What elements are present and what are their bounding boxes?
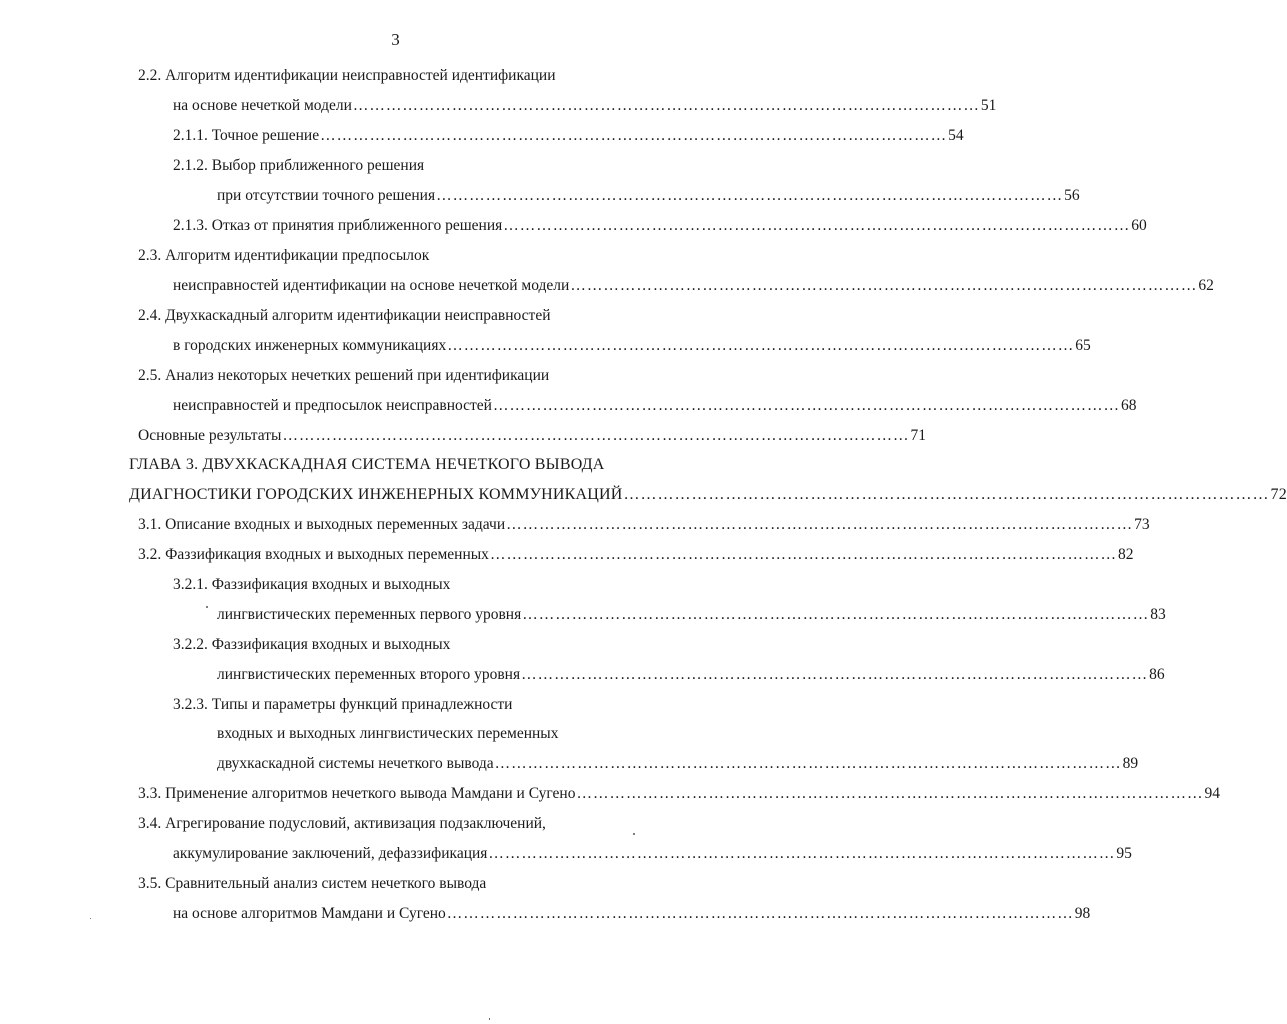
toc-entry-2-1-2-title: 2.1.2. Выбор приближенного решения xyxy=(173,157,425,174)
leader-dots: …………………………………………………………………………………………………… xyxy=(623,486,1270,503)
toc-page-number: 94 xyxy=(1204,785,1220,802)
toc-page-number: 73 xyxy=(1134,516,1150,533)
toc-entry-3-4-title: 3.4. Агрегирование подусловий, активизация подзаключений, xyxy=(138,815,546,832)
toc-entry-3-2-2[interactable] xyxy=(217,665,1165,685)
toc-entry-3-2-1[interactable] xyxy=(217,605,1166,625)
scan-speck xyxy=(633,833,635,835)
leader-dots: …………………………………………………………………………………………………… xyxy=(503,217,1131,234)
toc-entry-3-1[interactable] xyxy=(138,515,1150,535)
toc-label: неисправностей идентификации на основе нечеткой модели xyxy=(173,277,570,294)
toc-page-number: 60 xyxy=(1131,217,1147,234)
toc-page-number: 54 xyxy=(948,127,964,144)
leader-dots: …………………………………………………………………………………………………… xyxy=(521,666,1149,683)
leader-dots: …………………………………………………………………………………………………… xyxy=(320,127,948,144)
toc-page-number: 89 xyxy=(1122,755,1139,772)
toc-entry-2-2-title: 2.2. Алгоритм идентификации неисправностей идентификации xyxy=(138,67,556,84)
leader-dots: …………………………………………………………………………………………………… xyxy=(570,277,1198,294)
leader-dots: …………………………………………………………………………………………………… xyxy=(576,785,1204,802)
toc-label: в городских инженерных коммуникациях xyxy=(173,337,447,354)
toc-label: Основные результаты xyxy=(138,427,282,444)
toc-entry-2-3-title: 2.3. Алгоритм идентификации предпосылок xyxy=(138,247,430,264)
toc-entry-3-2-3-title: 3.2.3. Типы и параметры функций принадлежности xyxy=(173,696,513,713)
toc-page-number: 51 xyxy=(980,97,997,114)
toc-page-number: 98 xyxy=(1074,905,1091,922)
toc-page-number: 65 xyxy=(1075,337,1091,354)
toc-page-number: 62 xyxy=(1198,277,1214,294)
toc-label: двухкаскадной системы нечеткого вывода xyxy=(217,755,494,772)
scan-speck xyxy=(489,1018,490,1020)
toc-entry-3-5[interactable] xyxy=(173,904,1091,924)
toc-label: на основе алгоритмов Мамдани и Сугено xyxy=(173,905,446,922)
leader-dots: …………………………………………………………………………………………………… xyxy=(436,187,1064,204)
leader-dots: …………………………………………………………………………………………………… xyxy=(494,755,1122,772)
toc-entry-2-2[interactable] xyxy=(173,96,997,116)
leader-dots: …………………………………………………………………………………………………… xyxy=(492,397,1120,414)
toc-page-number: 86 xyxy=(1149,666,1165,683)
toc-entry-2-1-1[interactable] xyxy=(173,126,964,146)
toc-entry-3-3[interactable] xyxy=(138,784,1220,804)
toc-page-number: 83 xyxy=(1150,606,1166,623)
leader-dots: …………………………………………………………………………………………………… xyxy=(352,97,980,114)
leader-dots: …………………………………………………………………………………………………… xyxy=(282,427,910,444)
leader-dots: …………………………………………………………………………………………………… xyxy=(489,546,1117,563)
toc-label: 2.1.3. Отказ от принятия приближенного решения xyxy=(173,217,503,234)
toc-chapter-3-title: ГЛАВА 3. ДВУХКАСКАДНАЯ СИСТЕМА НЕЧЕТКОГО ВЫВОДА xyxy=(129,456,605,473)
toc-entry-main-results[interactable] xyxy=(138,426,926,446)
toc-page-number: 56 xyxy=(1064,187,1080,204)
leader-dots: …………………………………………………………………………………………………… xyxy=(447,337,1075,354)
leader-dots: …………………………………………………………………………………………………… xyxy=(506,516,1134,533)
toc-page-number: 68 xyxy=(1120,397,1137,414)
toc-entry-2-4-title: 2.4. Двухкаскадный алгоритм идентификации неисправностей xyxy=(138,307,551,324)
toc-entry-2-1-3[interactable] xyxy=(173,216,1147,236)
toc-label: лингвистических переменных второго уровня xyxy=(217,666,521,683)
toc-entry-3-2-1-title: 3.2.1. Фаззификация входных и выходных xyxy=(173,576,451,593)
toc-label: 2.1.1. Точное решение xyxy=(173,127,320,144)
toc-page-number: 71 xyxy=(910,427,926,444)
page-number: 3 xyxy=(391,30,400,49)
scan-speck xyxy=(90,918,91,919)
toc-entry-3-5-title: 3.5. Сравнительный анализ систем нечеткого вывода xyxy=(138,875,487,892)
toc-entry-2-4[interactable] xyxy=(173,336,1091,356)
toc-label: при отсутствии точного решения xyxy=(217,187,436,204)
toc-label: неисправностей и предпосылок неисправностей xyxy=(173,397,492,414)
toc-entry-3-2-3-subtitle: входных и выходных лингвистических переменных xyxy=(217,725,559,742)
toc-label: на основе нечеткой модели xyxy=(173,97,352,114)
toc-label: лингвистических переменных первого уровня xyxy=(217,606,522,623)
toc-page-number: 82 xyxy=(1117,546,1134,563)
toc-entry-3-2-2-title: 3.2.2. Фаззификация входных и выходных xyxy=(173,636,451,653)
toc-chapter-3[interactable] xyxy=(129,485,1287,505)
toc-label: аккумулирование заключений, дефаззификация xyxy=(173,845,488,862)
leader-dots: …………………………………………………………………………………………………… xyxy=(488,845,1116,862)
toc-entry-2-5-title: 2.5. Анализ некоторых нечетких решений при идентификации xyxy=(138,367,550,384)
toc-entry-3-2-3[interactable] xyxy=(217,754,1139,774)
toc-page-number: 72 xyxy=(1270,486,1287,503)
scan-speck xyxy=(206,606,208,608)
toc-entry-2-5[interactable] xyxy=(173,396,1137,416)
toc-page-number: 95 xyxy=(1116,845,1132,862)
toc-label: ДИАГНОСТИКИ ГОРОДСКИХ ИНЖЕНЕРНЫХ КОММУНИКАЦИЙ xyxy=(129,486,623,503)
leader-dots: …………………………………………………………………………………………………… xyxy=(446,905,1074,922)
leader-dots: …………………………………………………………………………………………………… xyxy=(522,606,1150,623)
toc-label: 3.3. Применение алгоритмов нечеткого вывода Мамдани и Сугено xyxy=(138,785,576,802)
toc-entry-2-3[interactable] xyxy=(173,276,1214,296)
toc-label: 3.2. Фаззификация входных и выходных переменных xyxy=(138,546,489,563)
toc-entry-2-1-2[interactable] xyxy=(217,186,1080,206)
toc-entry-3-2[interactable] xyxy=(138,545,1134,565)
toc-entry-3-4[interactable] xyxy=(173,844,1132,864)
toc-label: 3.1. Описание входных и выходных переменных задачи xyxy=(138,516,506,533)
